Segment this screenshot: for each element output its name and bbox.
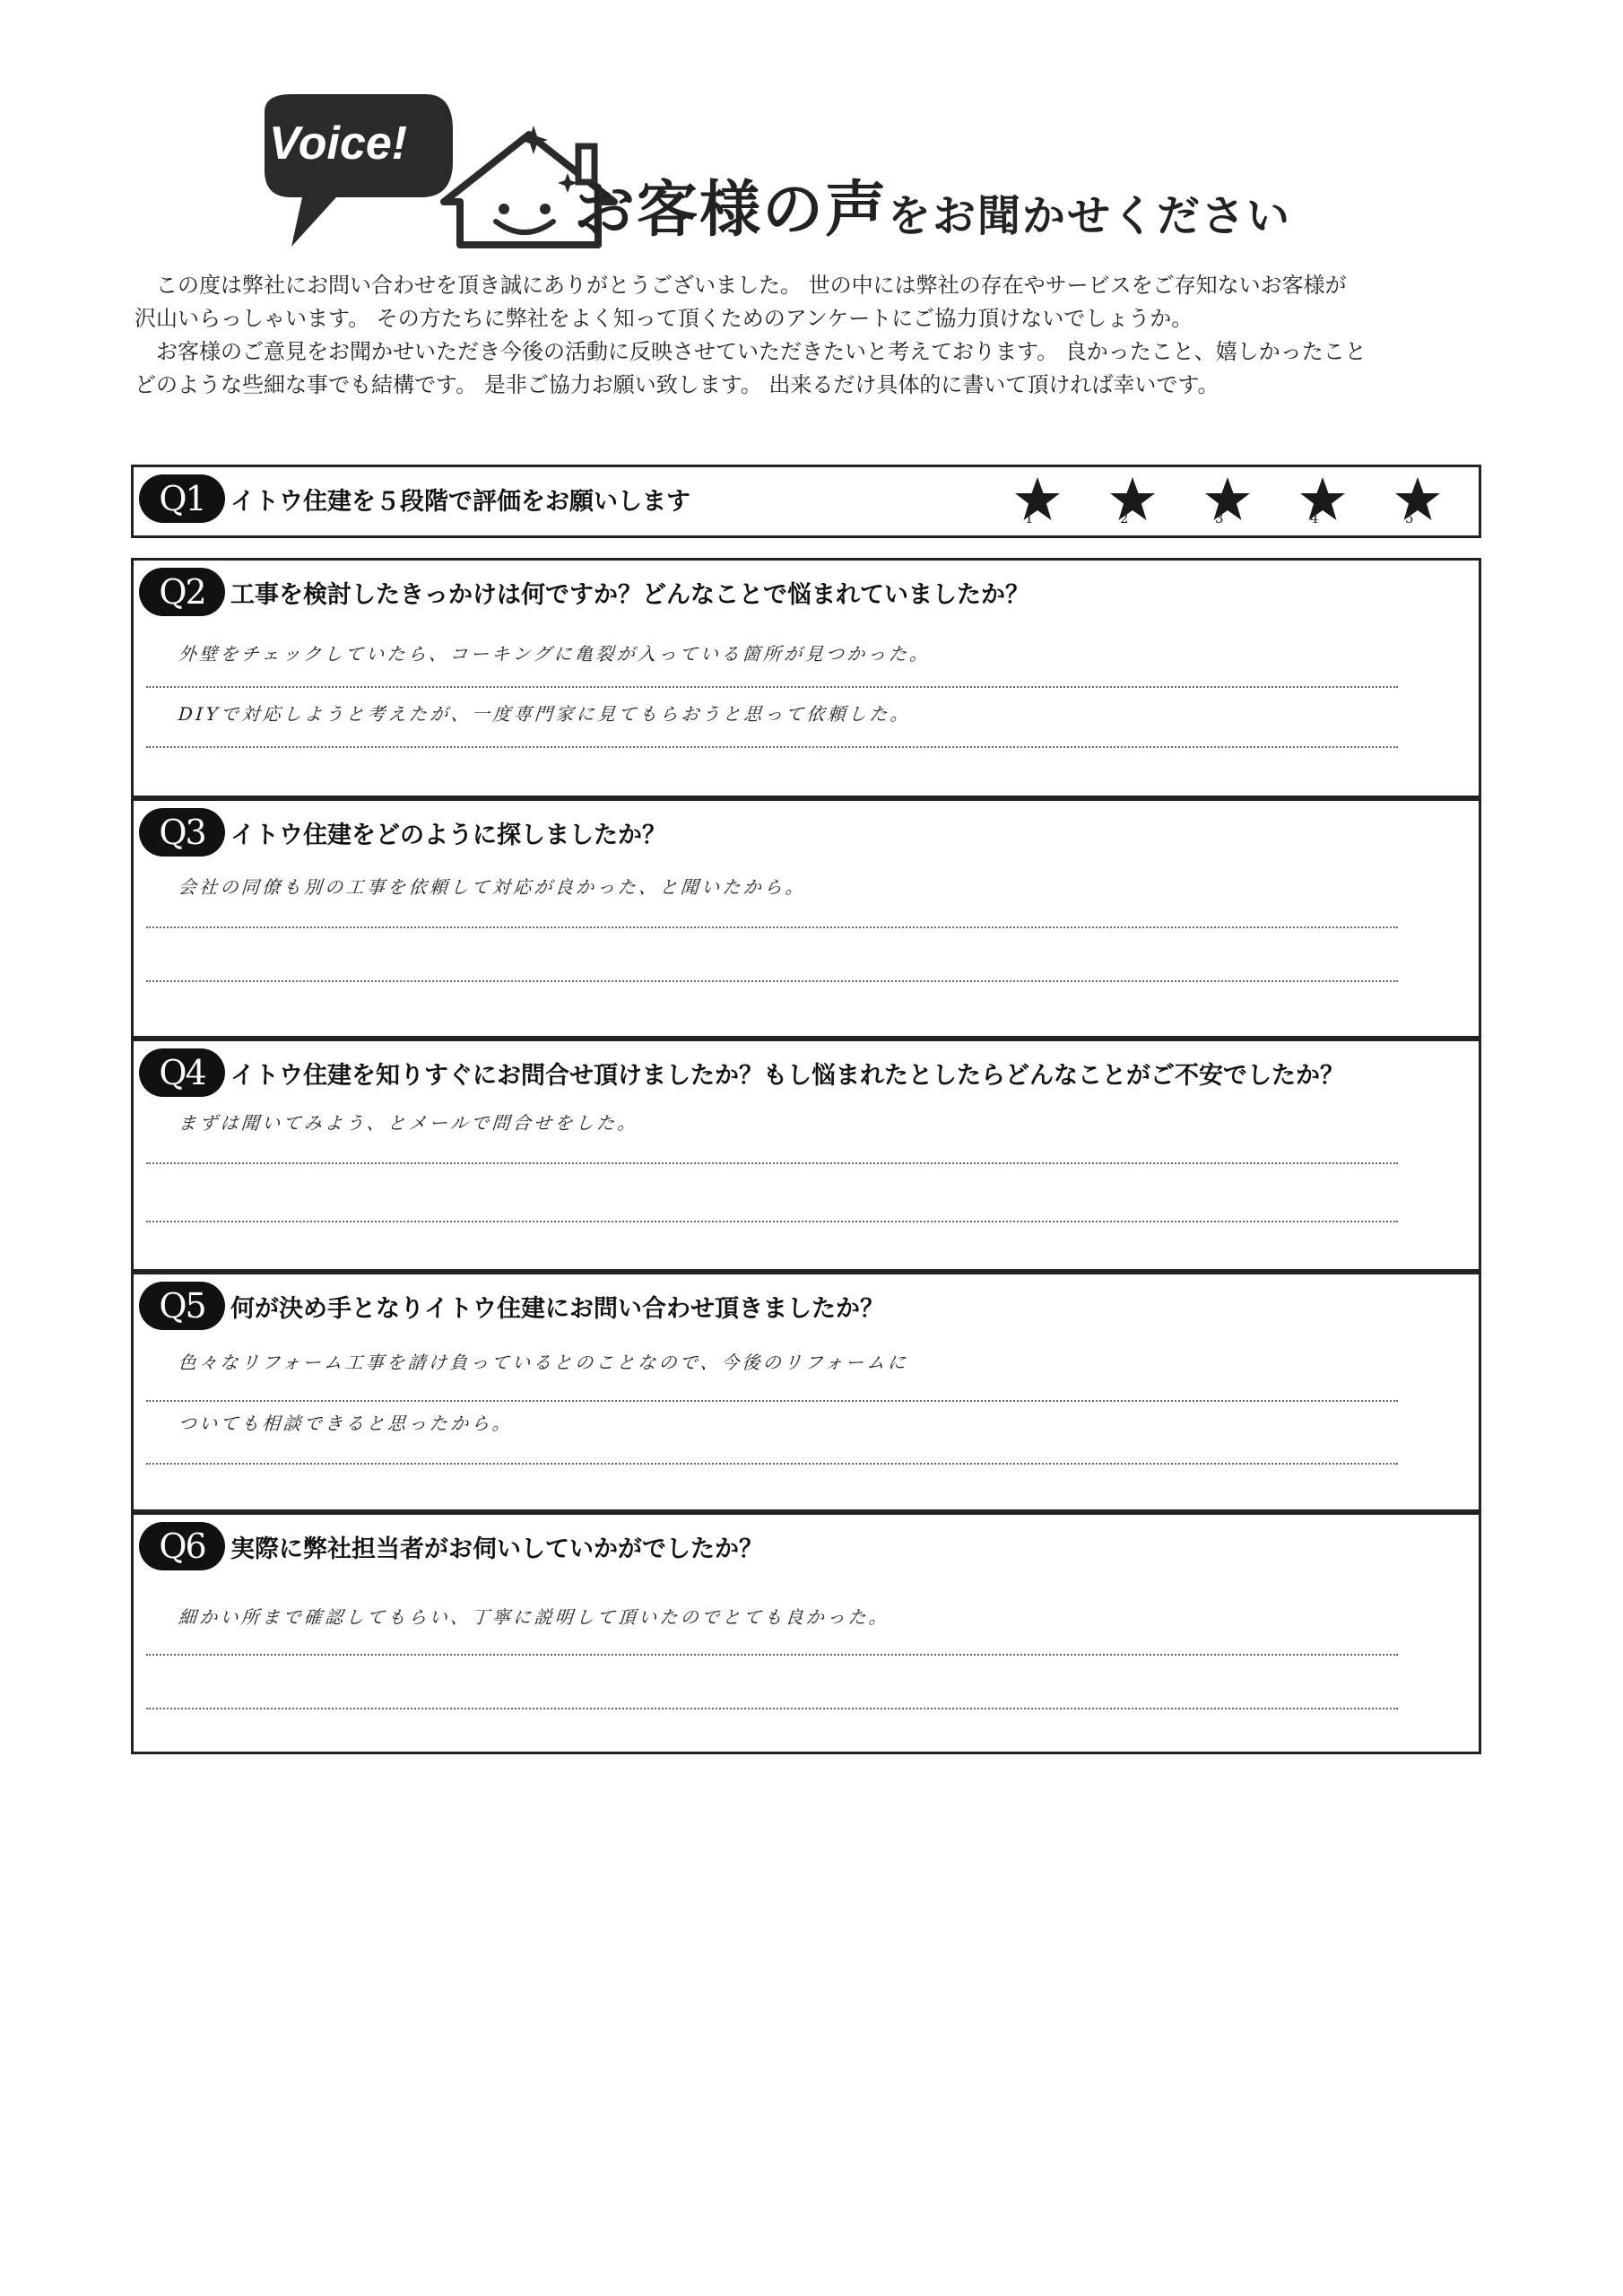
question-badge: Q6	[139, 1522, 225, 1570]
star-2[interactable]	[1107, 474, 1158, 525]
star-icon	[1107, 474, 1158, 525]
answer-line-1: 会社の同僚も別の工事を依頼して対応が良かった、と聞いたから。	[178, 876, 807, 898]
dotted-rule	[146, 980, 1398, 982]
answer-line-1: 色々なリフォーム工事を請け負っているとのことなので、今後のリフォームに	[178, 1352, 910, 1373]
dotted-rule	[146, 1654, 1398, 1656]
voice-badge-text: Voice!	[269, 117, 408, 170]
title-main: お客様の声	[574, 175, 889, 246]
star-icon	[1393, 474, 1443, 525]
question-text: 何が決め手となりイトウ住建にお問い合わせ頂きましたか？	[230, 1294, 884, 1323]
star-number: 5	[1405, 510, 1414, 526]
intro-text	[135, 269, 1497, 402]
rating-stars	[1012, 474, 1443, 525]
question-badge: Q4	[139, 1048, 225, 1097]
question-box-q5	[131, 1272, 1481, 1512]
dotted-rule	[146, 746, 1398, 748]
dotted-rule	[146, 1463, 1398, 1465]
question-box-q3	[131, 798, 1481, 1039]
star-4[interactable]	[1298, 474, 1348, 525]
question-header	[139, 1520, 763, 1572]
star-number: 1	[1025, 510, 1034, 526]
question-badge: Q5	[139, 1282, 225, 1330]
page-title	[574, 161, 1291, 248]
star-icon	[1012, 474, 1063, 525]
intro-line-1: この度は弊社にお問い合わせを頂き誠にありがとうございました。 世の中には弊社の存在やサービスをご存知ないお客様が	[156, 273, 1347, 298]
question-text: イトウ住建を５段階で評価をお願いします	[230, 487, 690, 516]
star-number: 2	[1120, 510, 1129, 526]
question-badge: Q1	[139, 474, 225, 523]
star-icon	[1298, 474, 1348, 525]
dotted-rule	[146, 1221, 1398, 1222]
question-badge: Q3	[139, 808, 225, 857]
answer-line-2: DIYで対応しようと考えたが、一度専門家に見てもらおうと思って依頼した。	[178, 703, 912, 725]
question-box-q1	[131, 465, 1481, 538]
star-3[interactable]	[1202, 474, 1253, 525]
question-text: 実際に弊社担当者がお伺いしていかがでしたか？	[230, 1535, 763, 1563]
question-text: 工事を検討したきっかけは何ですか？どんなことで悩まれていましたか？	[230, 580, 1029, 609]
question-box-q4	[131, 1039, 1481, 1272]
intro-line-3: お客様のご意見をお聞かせいただき今後の活動に反映させていただきたいと考えております。 良かったこと、嬉しかったこと	[156, 339, 1367, 364]
star-5[interactable]	[1393, 474, 1443, 525]
question-text: イトウ住建を知りすぐにお問合せ頂けましたか？もし悩まれたとしたらどんなことがご不安でしたか？	[230, 1061, 1344, 1090]
question-header	[139, 566, 1029, 618]
dotted-rule	[146, 1162, 1398, 1164]
intro-line-2: 沢山いらっしゃいます。 その方たちに弊社をよく知って頂くためのアンケートにご協力頂けないでしょうか。	[135, 306, 1193, 331]
dotted-rule	[146, 1400, 1398, 1402]
answer-line-1: 細かい所まで確認してもらい、丁寧に説明して頂いたのでとても良かった。	[178, 1606, 891, 1628]
dotted-rule	[146, 686, 1398, 688]
title-sub: をお聞かせください	[888, 191, 1292, 241]
question-header	[139, 806, 666, 858]
star-1[interactable]	[1012, 474, 1063, 525]
dotted-rule	[146, 1708, 1398, 1709]
question-header	[139, 1280, 884, 1332]
star-number: 3	[1215, 510, 1224, 526]
question-badge: Q2	[139, 568, 225, 616]
question-box-q6	[131, 1512, 1481, 1754]
star-number: 4	[1310, 510, 1319, 526]
star-icon	[1202, 474, 1253, 525]
answer-line-1: 外壁をチェックしていたら、コーキングに亀裂が入っている箇所が見つかった。	[178, 643, 932, 665]
question-header	[139, 473, 690, 525]
question-header	[139, 1047, 1344, 1099]
answer-line-2: ついても相談できると思ったから。	[178, 1413, 515, 1434]
dotted-rule	[146, 926, 1398, 928]
answer-line-1: まずは聞いてみよう、とメールで問合せをした。	[178, 1112, 639, 1134]
question-text: イトウ住建をどのように探しましたか？	[230, 821, 666, 849]
question-box-q2	[131, 558, 1481, 798]
intro-line-4: どのような些細な事でも結構です。 是非ご協力お願い致します。 出来るだけ具体的に書いて頂ければ幸いです。	[135, 372, 1219, 397]
